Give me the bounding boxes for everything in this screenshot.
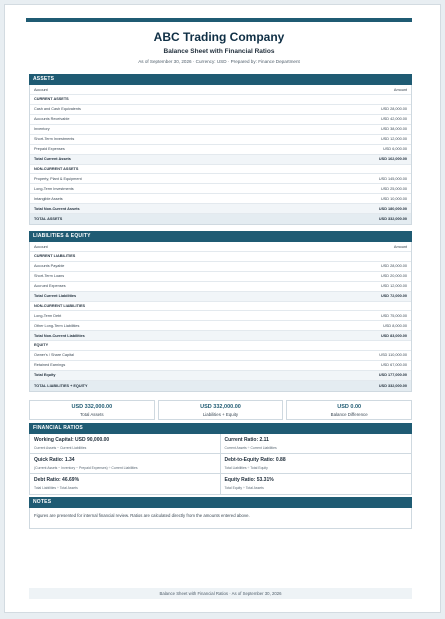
document-meta: As of September 30, 2026 · Currency: USD · Prepared by: Finance Department — [138, 59, 300, 64]
account-name: Inventory — [34, 127, 50, 132]
ratio-formula: Current Assets ÷ Current Liabilities — [224, 446, 277, 450]
table-row — [30, 174, 411, 184]
assets-section — [29, 74, 412, 225]
account-amount: USD 67,000.00 — [381, 363, 407, 368]
account-name: Property, Plant & Equipment — [34, 176, 82, 181]
table-row — [30, 105, 411, 115]
document-subtitle: Balance Sheet with Financial Ratios — [163, 48, 275, 55]
summary-label: Liabilities + Equity — [202, 412, 239, 417]
account-amount: USD 12,000.00 — [381, 284, 407, 289]
ratios-grid — [29, 434, 412, 495]
category-text: CURRENT LIABILITIES — [34, 254, 76, 259]
subtotal-name: Total Non-Current Assets — [34, 206, 80, 211]
subtotal-row — [30, 331, 411, 341]
ratio-formula: Total Liabilities ÷ Total Equity — [224, 466, 268, 470]
category-text: NON-CURRENT ASSETS — [34, 166, 79, 171]
account-name: Intangible Assets — [34, 196, 63, 201]
account-amount: USD 145,000.00 — [378, 176, 407, 181]
column-amount: Amount — [393, 244, 407, 249]
category-label — [30, 165, 411, 175]
account-amount: USD 20,000.00 — [381, 274, 407, 279]
account-name: Accounts Payable — [34, 264, 65, 269]
account-name: Long-Term Debt — [34, 313, 62, 318]
summary-boxes — [29, 400, 412, 420]
ratio-title: Equity Ratio: 53.31% — [224, 477, 274, 483]
table-row — [30, 184, 411, 194]
assets-table — [29, 85, 412, 225]
account-amount: USD 25,000.00 — [381, 186, 407, 191]
account-amount: USD 8,000.00 — [383, 323, 407, 328]
subtotal-amount: USD 83,000.00 — [381, 333, 407, 338]
notes-title: NOTES — [29, 497, 412, 508]
total-amount: USD 332,000.00 — [378, 217, 407, 222]
account-name: Retained Earnings — [34, 363, 66, 368]
summary-box-total-assets — [29, 400, 155, 420]
category-label — [30, 302, 411, 312]
category-text: NON-CURRENT LIABILITIES — [34, 303, 86, 308]
account-amount: USD 75,000.00 — [381, 313, 407, 318]
table-row — [30, 262, 411, 272]
ratio-title: Current Ratio: 2.11 — [224, 437, 269, 443]
summary-box-balance-difference — [286, 400, 412, 420]
page-footer: Balance Sheet with Financial Ratios · As of September 30, 2026 — [29, 588, 412, 599]
subtotal-amount: USD 72,000.00 — [381, 294, 407, 299]
account-name: Long-Term Investments — [34, 186, 74, 191]
column-account: Account — [34, 87, 48, 92]
ratio-cell — [30, 474, 221, 494]
account-amount: USD 10,000.00 — [381, 196, 407, 201]
ratios-section — [29, 423, 412, 495]
subtotal-row — [30, 204, 411, 214]
ratio-title: Working Capital: USD 90,000.00 — [34, 437, 110, 443]
account-name: Owner's / Share Capital — [34, 353, 74, 358]
account-name: Prepaid Expenses — [34, 147, 65, 152]
summary-label: Balance Difference — [330, 412, 368, 417]
account-amount: USD 38,000.00 — [381, 127, 407, 132]
subtotal-name: Total Non-Current Liabilities — [34, 333, 85, 338]
total-amount: USD 332,000.00 — [378, 383, 407, 388]
subtotal-amount: USD 177,000.00 — [378, 373, 407, 378]
subtotal-name: Total Current Assets — [34, 157, 71, 162]
ratio-formula: (Current Assets − Inventory − Prepaid Expenses) ÷ Current Liabilities — [34, 466, 138, 470]
assets-column-header — [30, 85, 411, 95]
account-name: Other Long-Term Liabilities — [34, 323, 80, 328]
account-amount: USD 110,000.00 — [379, 353, 407, 358]
table-row — [30, 351, 411, 361]
table-row — [30, 135, 411, 145]
account-name: Short-Term Investments — [34, 137, 75, 142]
total-name: TOTAL LIABILITIES + EQUITY — [34, 383, 88, 388]
top-accent-bar — [26, 18, 412, 22]
account-name: Cash and Cash Equivalents — [34, 107, 81, 112]
subtotal-row — [30, 371, 411, 381]
table-row — [30, 282, 411, 292]
category-label — [30, 252, 411, 262]
ratio-cell — [221, 434, 412, 454]
column-amount: Amount — [393, 87, 407, 92]
liabilities-table — [29, 242, 412, 392]
liabilities-column-header — [30, 242, 411, 252]
ratio-title: Debt-to-Equity Ratio: 0.88 — [224, 457, 286, 463]
subtotal-amount: USD 162,000.00 — [378, 157, 407, 162]
ratios-title: FINANCIAL RATIOS — [29, 423, 412, 434]
summary-value: USD 0.00 — [337, 404, 362, 410]
table-row — [30, 194, 411, 204]
category-label — [30, 95, 411, 105]
assets-title: ASSETS — [29, 74, 412, 85]
notes-section — [29, 497, 412, 529]
ratio-formula: Total Equity ÷ Total Assets — [224, 486, 264, 490]
ratio-cell — [30, 454, 221, 474]
ratio-cell — [221, 454, 412, 474]
subtotal-row — [30, 155, 411, 165]
account-amount: USD 28,000.00 — [381, 107, 407, 112]
table-row — [30, 311, 411, 321]
account-name: Short-Term Loans — [34, 274, 65, 279]
ratio-title: Quick Ratio: 1.34 — [34, 457, 75, 463]
total-row — [30, 214, 411, 224]
table-row — [30, 115, 411, 125]
account-amount: USD 28,000.00 — [381, 264, 407, 269]
category-label — [30, 341, 411, 351]
category-text: EQUITY — [34, 343, 49, 348]
account-name: Accrued Expenses — [34, 284, 66, 289]
summary-value: USD 332,000.00 — [200, 404, 241, 410]
ratio-title: Debt Ratio: 46.69% — [34, 477, 80, 483]
table-row — [30, 361, 411, 371]
liabilities-section — [29, 231, 412, 392]
ratio-formula: Total Liabilities ÷ Total Assets — [34, 486, 78, 490]
account-amount: USD 6,000.00 — [383, 147, 407, 152]
total-row — [30, 381, 411, 391]
summary-label: Total Assets — [80, 412, 104, 417]
ratio-formula: Current Assets − Current Liabilities — [34, 446, 87, 450]
ratio-cell — [221, 474, 412, 494]
liabilities-title: LIABILITIES & EQUITY — [29, 231, 412, 242]
subtotal-name: Total Current Liabilities — [34, 294, 77, 299]
total-name: TOTAL ASSETS — [34, 217, 63, 222]
subtotal-amount: USD 180,000.00 — [378, 206, 407, 211]
table-row — [30, 321, 411, 331]
table-row — [30, 272, 411, 282]
table-row — [30, 125, 411, 135]
account-amount: USD 42,000.00 — [381, 117, 407, 122]
column-account: Account — [34, 244, 48, 249]
category-text: CURRENT ASSETS — [34, 97, 69, 102]
subtotal-name: Total Equity — [34, 373, 56, 378]
notes-text: Figures are presented for internal financial review. Ratios are calculated directly from the amounts entered above. — [29, 508, 412, 529]
summary-value: USD 332,000.00 — [71, 404, 113, 410]
table-row — [30, 145, 411, 155]
summary-box-liabilities-equity — [158, 400, 284, 420]
ratio-cell — [30, 434, 221, 454]
subtotal-row — [30, 292, 411, 302]
account-amount: USD 12,000.00 — [381, 137, 407, 142]
document-header — [26, 30, 412, 64]
company-name: ABC Trading Company — [153, 30, 285, 44]
account-name: Accounts Receivable — [34, 117, 70, 122]
